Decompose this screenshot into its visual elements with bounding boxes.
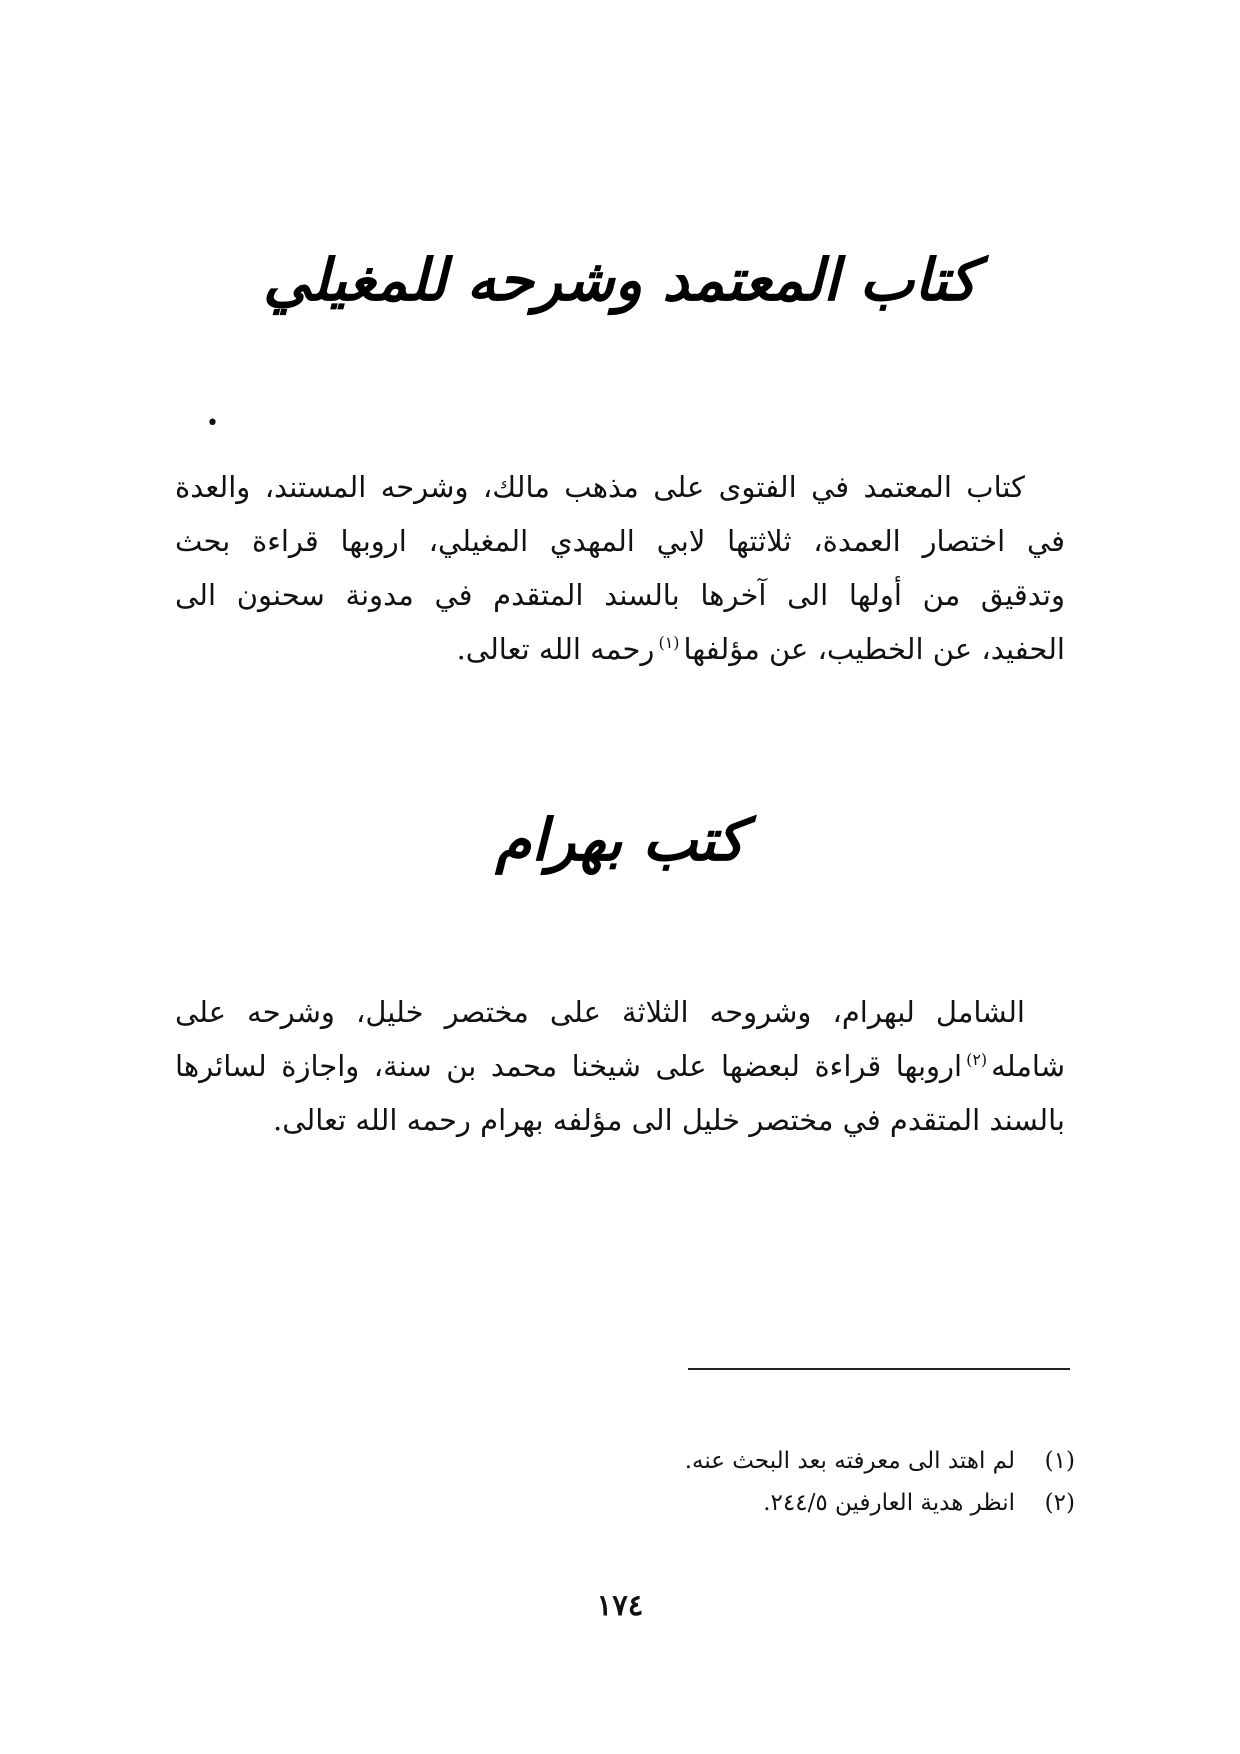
footnote-divider [688,1368,1070,1370]
footnote-item [555,1482,1075,1524]
paragraph-line [175,622,1065,676]
paragraph-line: في اختصار العمدة، ثلاثتها لابي المهدي المغيلي، اروبها قراءة بحث [175,524,1065,558]
paragraph-line [175,1039,1065,1093]
stray-mark: • [206,411,219,436]
paragraph-line: كتاب المعتمد في الفتوى على مذهب مالك، وشرحه المستند، والعدة [175,470,1025,504]
paragraph-text: الحفيد، عن الخطيب، عن مؤلفها [683,632,1065,666]
section-heading-mutamad: كتاب المعتمد وشرحه للمغيلي [263,246,977,314]
paragraph-text: شامله [991,1049,1065,1083]
paragraph-bahram [175,985,1065,1147]
footnote-text: انظر هدية العارفين ٢٤٤/٥. [763,1490,1015,1516]
page-number: ١٧٤ [596,1588,644,1622]
section-heading-bahram: كتب بهرام [495,806,745,874]
footnote-number: (١) [1044,1448,1075,1474]
footnote-text: لم اهتد الى معرفته بعد البحث عنه. [684,1448,1015,1474]
footnotes [555,1440,1075,1524]
footnote-ref-2: (٢) [966,1050,988,1070]
paragraph-line: الشامل لبهرام، وشروحه الثلاثة على مختصر خليل، وشرحه على [175,995,1025,1029]
paragraph-mutamad [175,460,1065,676]
paragraph-text: رحمه الله تعالى. [456,632,655,666]
footnote-ref-1: (١) [658,633,680,653]
paragraph-line: بالسند المتقدم في مختصر خليل الى مؤلفه بهرام رحمه الله تعالى. [273,1103,1065,1137]
footnote-item [555,1440,1075,1482]
paragraph-text: اروبها قراءة لبعضها على شيخنا محمد بن سنة، واجازة لسائرها [175,1049,963,1083]
paragraph-line: وتدقيق من أولها الى آخرها بالسند المتقدم في مدونة سحنون الى [175,578,1065,612]
footnote-number: (٢) [1044,1490,1075,1516]
